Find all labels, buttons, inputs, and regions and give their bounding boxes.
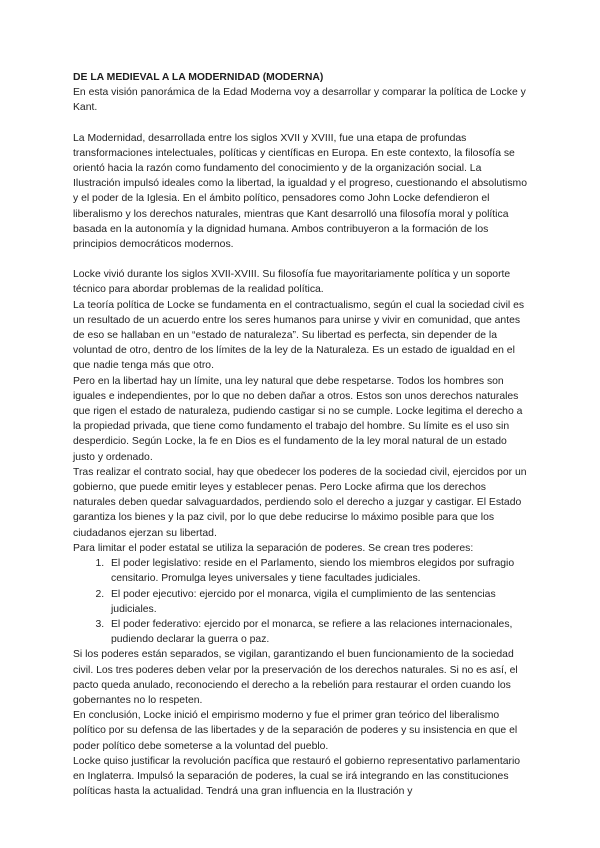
list-item: 2. El poder ejecutivo: ejercido por el monarca, vigila el cumplimiento de las sentencias judiciales. bbox=[107, 587, 530, 617]
locke-paragraph-5: Para limitar el poder estatal se utiliza la separación de poderes. Se crean tres poderes: bbox=[73, 542, 474, 554]
spacer bbox=[73, 116, 530, 131]
closing-paragraph-3: Locke quiso justificar la revolución pacífica que restauró el gobierno representativo parlamentario en Inglaterra. Impulsó la separación de poderes, la cual se irá integrando en las constituciones políticas hasta la actualidad. Tendrá una gran influencia en la Ilustración y bbox=[73, 755, 521, 798]
spacer bbox=[73, 252, 530, 267]
document-title: DE LA MEDIEVAL A LA MODERNIDAD (MODERNA) bbox=[73, 72, 324, 83]
list-item: 1. El poder legislativo: reside en el Parlamento, siendo los miembros elegidos por sufragio censitario. Promulga leyes universales y tiene facultades judiciales. bbox=[107, 556, 530, 586]
powers-list bbox=[73, 556, 530, 647]
locke-paragraph-4: Tras realizar el contrato social, hay que obedecer los poderes de la sociedad civil, ejercidos por un gobierno, que puede emitir leyes y establecer penas. Pero Locke afirma que los derechos naturales deben quedar salvaguardados, perdiendo solo el derecho a juzgar y castigar. El Estado garantiza los bienes y la paz civil, por lo que debe reducirse lo máximo posible para que los ciudadanos ejerzan su libertad. bbox=[73, 466, 527, 539]
list-item: 3. El poder federativo: ejercido por el monarca, se refiere a las relaciones internacionales, pudiendo declarar la guerra o paz. bbox=[107, 617, 530, 647]
closing-paragraph-1: Si los poderes están separados, se vigilan, garantizando el buen funcionamiento de la sociedad civil. Los tres poderes deben velar por la preservación de los derechos naturales. Si no es así, el pacto queda anulado, reconociendo el derecho a la rebelión para restaurar el orden cuando los gobernantes no lo respeten. bbox=[73, 649, 518, 706]
locke-paragraph-2: La teoría política de Locke se fundamenta en el contractualismo, según el cual la sociedad civil es un resultado de un acuerdo entre los seres humanos para unirse y vivir en comunidad, que antes de eso se hallaban en un “estado de naturaleza”. Su libertad es perfecta, sin depender de la voluntad de otro, dentro de los límites de la ley de la Naturaleza. Es un estado de igualdad en el que nadie tenga más que otro. bbox=[73, 299, 525, 372]
intro-paragraph: En esta visión panorámica de la Edad Moderna voy a desarrollar y comparar la política de Locke y Kant. bbox=[73, 87, 526, 114]
closing-paragraph-2: En conclusión, Locke inició el empirismo moderno y fue el primer gran teórico del liberalismo político por su defensa de las libertades y de la separación de poderes y su insistencia en que el poder político debe someterse a la voluntad del pueblo. bbox=[73, 710, 518, 752]
locke-paragraph-1: Locke vivió durante los siglos XVII-XVIII. Su filosofía fue mayoritariamente política y un soporte técnico para abordar problemas de la realidad política. bbox=[73, 269, 511, 296]
modernity-paragraph: La Modernidad, desarrollada entre los siglos XVII y XVIII, fue una etapa de profundas transformaciones intelectuales, políticas y científicas en Europa. En este contexto, la filosofía se orientó hacia la razón como fundamento del conocimiento y de la organización social. La Ilustración impulsó ideales como la libertad, la igualdad y el progreso, cuestionando el absolutismo y el poder de la Iglesia. En el ámbito político, pensadores como John Locke defendieron el liberalismo y los derechos naturales, mientras que Kant desarrolló una filosofía moral y política basada en la autonomía y la dignidad humana. Ambos contribuyeron a la formación de los principios democráticos modernos. bbox=[73, 132, 527, 251]
locke-paragraph-3: Pero en la libertad hay un límite, una ley natural que debe respetarse. Todos los hombres son iguales e independientes, por lo que no deben dañar a otros. Estos son unos derechos naturales que rigen el estado de naturaleza, pudiendo castigar si no se cumple. Locke legitima el derecho a la propiedad privada, que tiene como fundamento el trabajo del hombre. Su límite es el uso sin desperdicio. Según Locke, la fe en Dios es el fundamento de la ley moral natural de un estado justo y ordenado. bbox=[73, 375, 523, 463]
